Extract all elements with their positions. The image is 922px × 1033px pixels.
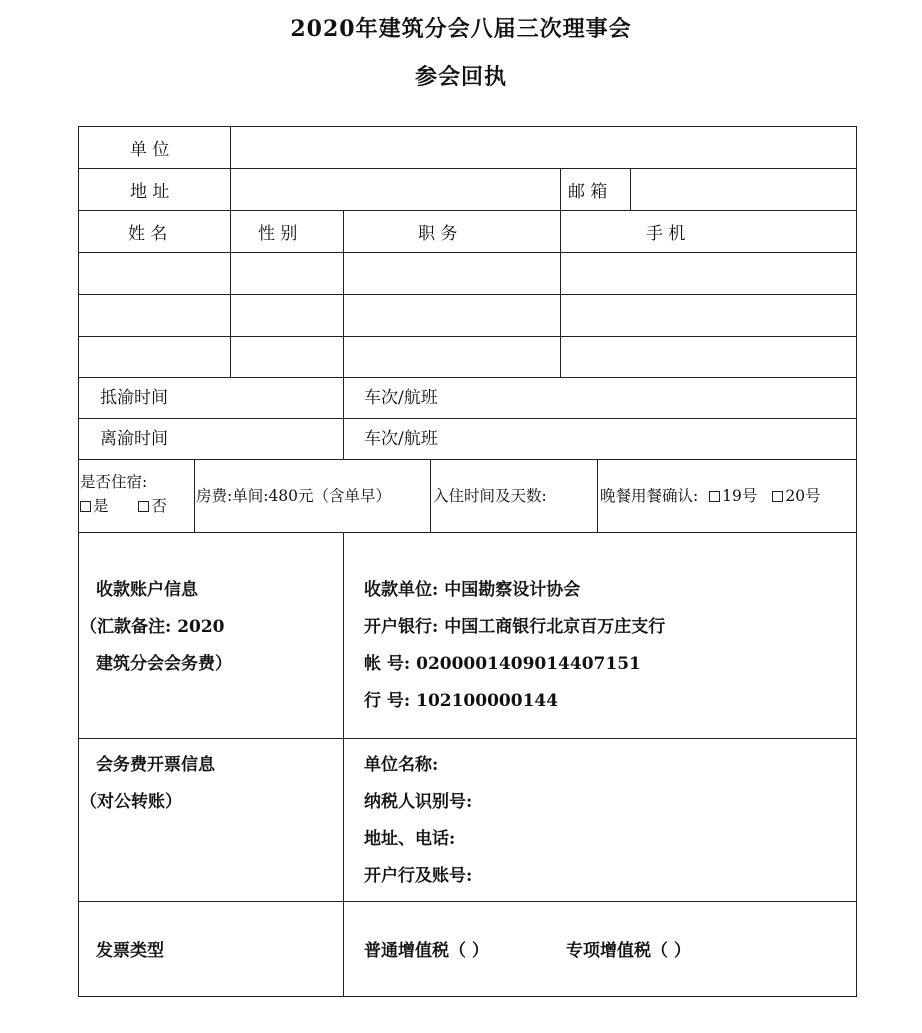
dinner-19-label: 19号 bbox=[722, 487, 758, 505]
attendee-position-input[interactable] bbox=[345, 296, 559, 335]
position-header: 职 务 bbox=[418, 224, 458, 244]
lodging-yes-checkbox[interactable] bbox=[80, 501, 91, 512]
lodging-no-label: 否 bbox=[151, 497, 167, 515]
payee-text: 收款单位: 中国勘察设计协会 bbox=[364, 580, 581, 600]
invoice-bank-account-input[interactable] bbox=[490, 859, 854, 893]
attendee-name-input[interactable] bbox=[80, 254, 229, 293]
table-divider bbox=[78, 294, 857, 295]
invoice-address-phone-input[interactable] bbox=[470, 822, 854, 856]
table-divider bbox=[78, 418, 857, 419]
table-divider bbox=[194, 459, 195, 532]
table-border bbox=[78, 996, 857, 997]
departure-train-flight-input[interactable] bbox=[458, 420, 854, 458]
table-divider bbox=[430, 459, 431, 532]
attendee-position-input[interactable] bbox=[345, 338, 559, 376]
room-fee-text: 房费:单间:480元（含单早） bbox=[196, 487, 392, 505]
departure-train-flight-label: 车次/航班 bbox=[364, 429, 438, 449]
arrival-time-label: 抵渝时间 bbox=[100, 388, 168, 408]
arrival-train-flight-input[interactable] bbox=[458, 379, 854, 417]
special-vat-option[interactable]: 专项增值税（ ） bbox=[566, 941, 691, 961]
email-label: 邮 箱 bbox=[568, 182, 608, 202]
table-border bbox=[856, 126, 857, 997]
bank-text: 开户银行: 中国工商银行北京百万庄支行 bbox=[364, 617, 666, 637]
document-subtitle: 参会回执 bbox=[414, 64, 507, 90]
attendee-mobile-input[interactable] bbox=[562, 254, 854, 293]
attendee-mobile-input[interactable] bbox=[562, 296, 854, 335]
dinner-20-checkbox[interactable] bbox=[772, 491, 783, 502]
lodging-no-checkbox[interactable] bbox=[138, 501, 149, 512]
table-divider bbox=[78, 738, 857, 739]
attendee-position-input[interactable] bbox=[345, 254, 559, 293]
departure-time-input[interactable] bbox=[188, 420, 342, 458]
table-divider bbox=[78, 377, 857, 378]
attendee-name-input[interactable] bbox=[80, 338, 229, 376]
table-divider bbox=[343, 377, 344, 459]
invoice-type-label: 发票类型 bbox=[96, 941, 164, 961]
unit-label: 单 位 bbox=[130, 140, 170, 160]
table-divider bbox=[78, 532, 857, 533]
table-border bbox=[78, 126, 79, 997]
table-divider bbox=[78, 252, 857, 253]
payment-remark-line1: （汇款备注: 2020 bbox=[80, 617, 225, 637]
dinner-19-checkbox[interactable] bbox=[709, 491, 720, 502]
dinner-confirm-label: 晚餐用餐确认: bbox=[600, 487, 699, 505]
table-divider bbox=[78, 901, 857, 902]
departure-time-label: 离渝时间 bbox=[100, 429, 168, 449]
arrival-train-flight-label: 车次/航班 bbox=[364, 388, 438, 408]
email-input[interactable] bbox=[632, 170, 854, 209]
table-divider bbox=[78, 210, 857, 211]
mobile-header: 手 机 bbox=[646, 224, 686, 244]
checkin-label: 入住时间及天数: bbox=[433, 487, 547, 505]
document-title: 2020年建筑分会八届三次理事会 bbox=[290, 16, 632, 42]
invoice-transfer-note: （对公转账） bbox=[80, 792, 182, 812]
table-divider bbox=[78, 336, 857, 337]
name-header: 姓 名 bbox=[128, 224, 168, 244]
invoice-address-phone-label: 地址、电话: bbox=[364, 829, 456, 849]
invoice-unit-name-input[interactable] bbox=[458, 748, 854, 782]
general-vat-option[interactable]: 普通增值税（ ） bbox=[364, 941, 489, 961]
invoice-unit-name-label: 单位名称: bbox=[364, 755, 439, 775]
bank-code-text: 行 号: 102100000144 bbox=[364, 691, 559, 711]
invoice-info-label: 会务费开票信息 bbox=[96, 755, 215, 775]
lodging-yes-label: 是 bbox=[93, 497, 109, 515]
attendee-gender-input[interactable] bbox=[232, 338, 342, 376]
payment-info-label: 收款账户信息 bbox=[96, 580, 198, 600]
attendee-mobile-input[interactable] bbox=[562, 338, 854, 376]
attendee-name-input[interactable] bbox=[80, 296, 229, 335]
address-label: 地 址 bbox=[130, 182, 170, 202]
lodging-question: 是否住宿: bbox=[80, 473, 148, 491]
gender-header: 性 别 bbox=[258, 224, 298, 244]
address-input[interactable] bbox=[232, 170, 558, 209]
dinner-20-label: 20号 bbox=[785, 487, 821, 505]
table-divider bbox=[230, 126, 231, 377]
table-divider bbox=[630, 168, 631, 210]
table-divider bbox=[560, 168, 561, 210]
payment-remark-line2: 建筑分会会务费） bbox=[96, 654, 232, 674]
attendee-gender-input[interactable] bbox=[232, 296, 342, 335]
table-divider bbox=[343, 532, 344, 997]
table-divider bbox=[78, 168, 857, 169]
dinner-confirm bbox=[600, 486, 821, 506]
unit-input[interactable] bbox=[232, 128, 854, 167]
invoice-bank-account-label: 开户行及账号: bbox=[364, 866, 473, 886]
registration-form bbox=[78, 126, 857, 997]
account-number-text: 帐 号: 0200001409014407151 bbox=[364, 654, 641, 674]
invoice-tax-id-label: 纳税人识别号: bbox=[364, 792, 473, 812]
arrival-time-input[interactable] bbox=[188, 379, 342, 417]
lodging-options bbox=[80, 496, 167, 516]
table-border bbox=[78, 126, 857, 127]
attendee-gender-input[interactable] bbox=[232, 254, 342, 293]
table-divider bbox=[597, 459, 598, 532]
invoice-tax-id-input[interactable] bbox=[490, 785, 854, 819]
table-divider bbox=[560, 210, 561, 377]
table-divider bbox=[343, 210, 344, 377]
